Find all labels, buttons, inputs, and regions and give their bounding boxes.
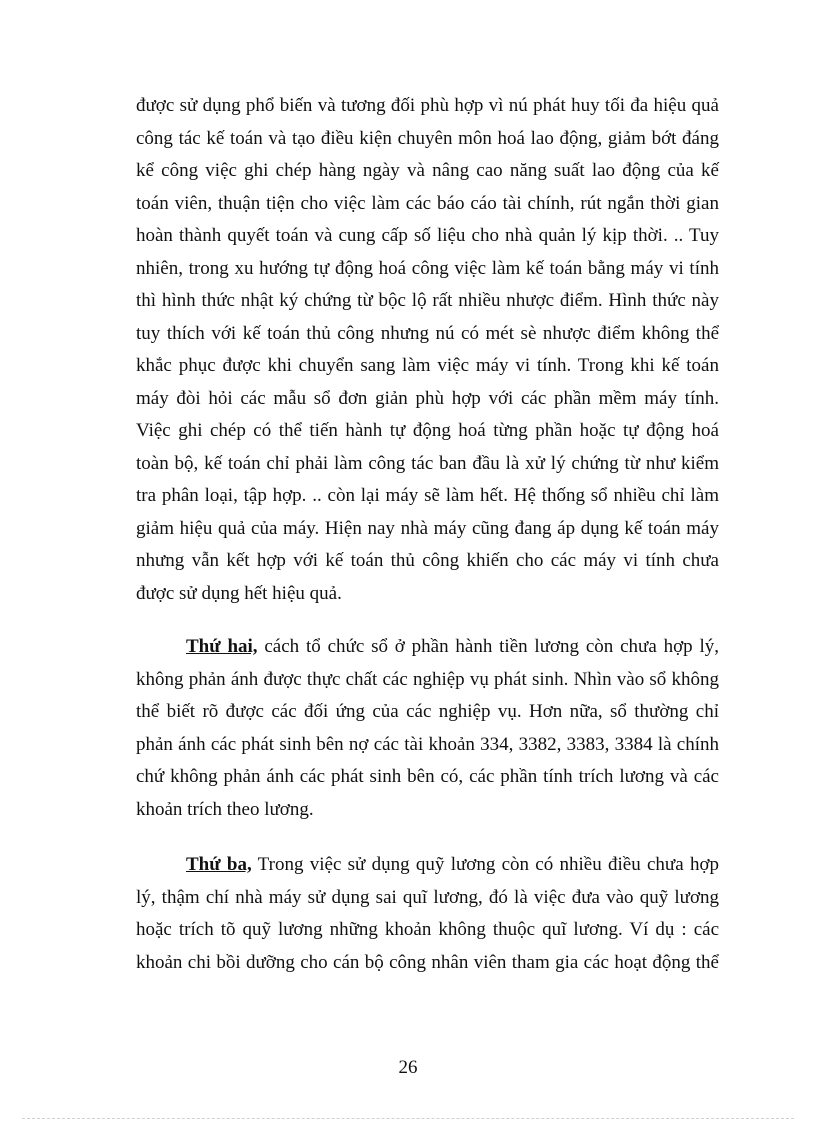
text-run: cách tổ chức sổ ở phần hành tiền lương còn chưa hợp lý, xyxy=(257,636,719,657)
text-line: được sử dụng hết hiệu quả. xyxy=(136,582,342,604)
text-line-first xyxy=(136,849,719,882)
text-line: máy đòi hỏi các mẫu sổ đơn giản phù hợp với các phần mềm máy tính. xyxy=(136,387,719,409)
text-run: Trong việc sử dụng quỹ lương còn có nhiều điều chưa hợp xyxy=(251,854,719,875)
text-line: thì hình thức nhật ký chứng từ bộc lộ rất nhiều nhược điểm. Hình thức này xyxy=(136,290,719,311)
text-line: công tác kế toán và tạo điều kiện chuyên môn hoá lao động, giảm bớt đáng xyxy=(136,127,719,149)
paragraph-3 xyxy=(136,849,719,979)
text-line: phản ánh các phát sinh bên nợ các tài khoản 334, 3382, 3383, 3384 là chính xyxy=(136,733,719,755)
text-line: khoản chi bồi dưỡng cho cán bộ công nhân viên tham gia các hoạt động thể xyxy=(136,951,719,973)
text-line: được sử dụng phổ biến và tương đối phù hợp vì nú phát huy tối đa hiệu quả xyxy=(136,95,719,116)
text-line: hoặc trích tõ quỹ lương những khoản không thuộc quĩ lương. Ví dụ : các xyxy=(136,919,719,940)
text-line: tra phân loại, tập hợp. .. còn lại máy sẽ làm hết. Hệ thống sổ nhiều chỉ làm xyxy=(136,485,719,506)
text-line: khắc phục được khi chuyển sang làm việc máy vi tính. Trong khi kế toán xyxy=(136,355,719,376)
text-line: kể công việc ghi chép hàng ngày và nâng cao năng suất lao động của kế xyxy=(136,160,719,181)
text-line: Việc ghi chép có thể tiến hành tự động hoá từng phần hoặc tự động hoá xyxy=(136,420,719,441)
footer-divider xyxy=(22,1118,794,1119)
text-line: lý, thậm chí nhà máy sử dụng sai quĩ lương, đó là việc đưa vào quỹ lương xyxy=(136,886,719,908)
text-line: nhiên, trong xu hướng tự động hoá công việc làm kế toán bằng máy vi tính xyxy=(136,257,719,279)
text-line: hoàn thành quyết toán và cung cấp số liệu cho nhà quản lý kịp thời. .. Tuy xyxy=(136,225,719,246)
paragraph-2 xyxy=(136,631,719,826)
text-line: khoản trích theo lương. xyxy=(136,798,314,820)
text-line: nhưng vẫn kết hợp với kế toán thủ công khiến cho các máy vi tính chưa xyxy=(136,550,719,571)
text-line: thể biết rõ được các đối ứng của các nghiệp vụ. Hơn nữa, sổ thường chỉ xyxy=(136,701,719,722)
paragraph-lead: Thứ hai, xyxy=(186,636,258,657)
text-line: chứ không phản ánh các phát sinh bên có, các phần tính trích lương và các xyxy=(136,766,719,787)
text-line-first xyxy=(136,631,719,664)
paragraph-lead: Thứ ba, xyxy=(186,854,252,875)
text-line: giảm hiệu quả của máy. Hiện nay nhà máy cũng đang áp dụng kế toán máy xyxy=(136,517,719,539)
text-line: toán viên, thuận tiện cho việc làm các báo cáo tài chính, rút ngắn thời gian xyxy=(136,192,719,214)
paragraph-1 xyxy=(136,90,719,610)
text-line: tuy thích với kế toán thủ công nhưng nú có mét sè nhược điểm không thể xyxy=(136,322,719,344)
text-line: toàn bộ, kế toán chỉ phải làm công tác ban đầu là xử lý chứng từ như kiểm xyxy=(136,452,719,474)
text-line: không phản ánh được thực chất các nghiệp vụ phát sinh. Nhìn vào sổ không xyxy=(136,668,719,690)
page-number: 26 xyxy=(398,1057,418,1078)
